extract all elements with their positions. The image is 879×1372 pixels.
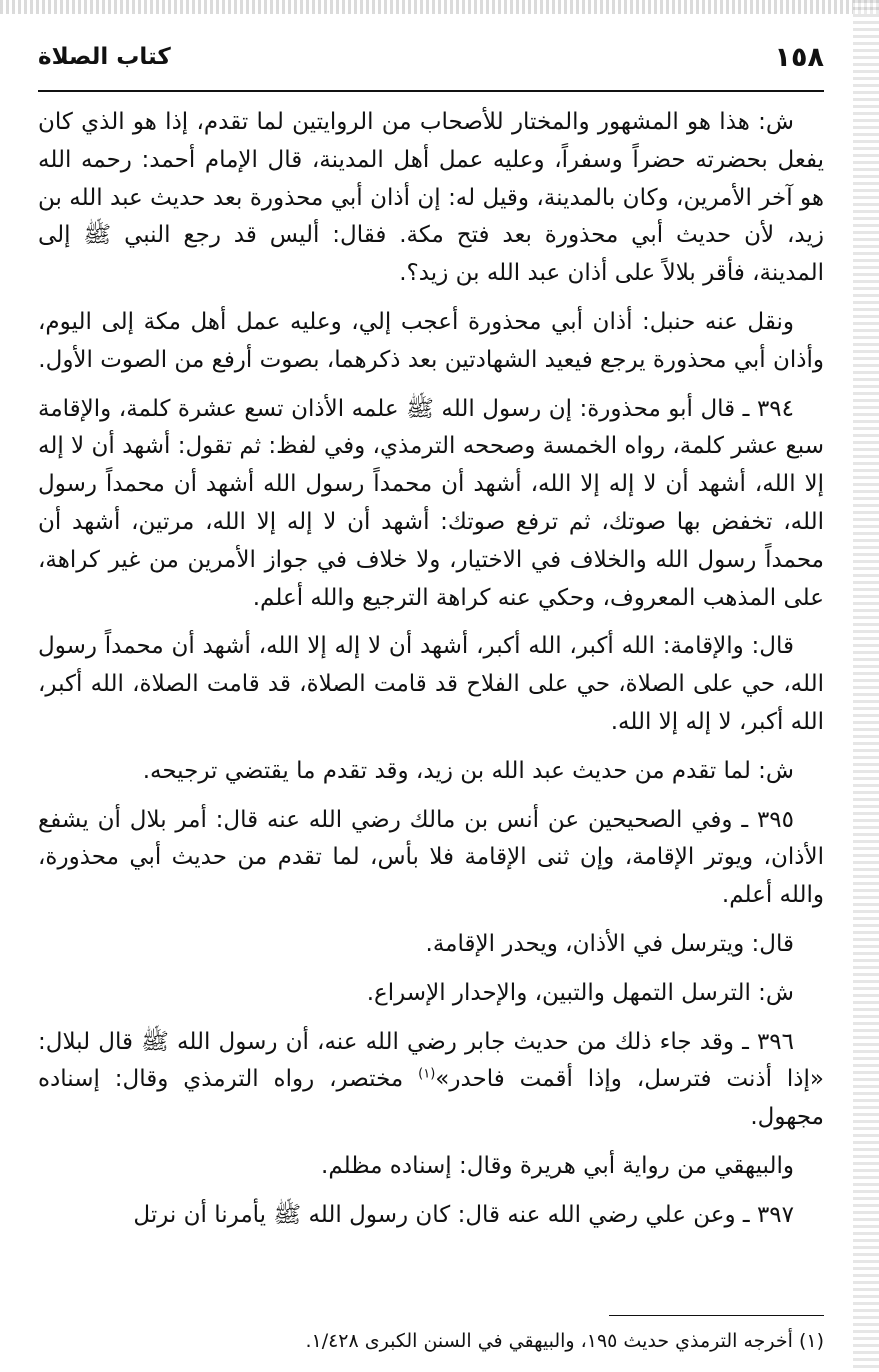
paragraph-bayhaqi: والبيهقي من رواية أبي هريرة وقال: إسناده مظلم.	[321, 1152, 794, 1179]
paragraph-iqama: قال: والإقامة: الله أكبر، الله أكبر، أشهد أن لا إله إلا الله، أشهد أن محمداً رسول الله، حي على الصلاة، حي على الفلاح قد قامت الصلاة، قد قامت الصلاة، الله أكبر، الله أكبر، لا إله إلا الله.	[38, 633, 824, 735]
footnote-divider	[609, 1315, 824, 1316]
paragraph-commentary-1: ش: هذا هو المشهور والمختار للأصحاب من الروايتين لما تقدم، إذا هو الذي كان يفعل بحضرته حضراً وسفراً، وعليه عمل أهل المدينة، قال الإمام أحمد: رحمه الله هو آخر الأمرين، وكان بالمدينة، وقيل له: إن أذان أبي محذورة بعد حديث عبد الله بن زيد، لأن حديث أبي محذورة بعد فتح مكة. فقال: أليس قد رجع النبي ﷺ إلى المدينة، فأقر بلالاً على أذان عبد الله بن زيد؟.	[38, 109, 824, 287]
page-number: ١٥٨	[774, 42, 824, 73]
body-text	[38, 104, 824, 1246]
running-title: كتاب الصلاة	[38, 44, 171, 70]
footnote-marker: (١)	[418, 1066, 436, 1082]
paragraph-394: ٣٩٤ ـ قال أبو محذورة: إن رسول الله ﷺ علمه الأذان تسع عشرة كلمة، والإقامة سبع عشر كلمة، رواه الخمسة وصححه الترمذي، وفي لفظ: ثم تقول: أشهد أن لا إله إلا الله، أشهد أن لا إله إلا الله، أشهد أن محمداً رسول الله أشهد أن محمداً رسول الله، تخفض بها صوتك، ثم ترفع صوتك: أشهد أن لا إله إلا الله، مرتين، أشهد أن محمداً رسول الله والخلاف في الاختيار، ولا خلاف في جواز الأمرين من غير كراهة، على المذهب المعروف، وحكي عنه كراهة الترجيع والله أعلم.	[38, 395, 824, 611]
paragraph-commentary-3: ش: الترسل التمهل والتبين، والإحدار الإسراع.	[366, 979, 794, 1006]
paragraph-396	[38, 1024, 824, 1137]
page-header	[38, 38, 824, 92]
paragraph-hanbal: ونقل عنه حنبل: أذان أبي محذورة أعجب إلي، وعليه عمل أهل مكة إلى اليوم، وأذان أبي محذورة يرجع فيعيد الشهادتين بعد ذكرهما، بصوت أرفع من الصوت الأول.	[38, 308, 824, 373]
paragraph-395: ٣٩٥ ـ وفي الصحيحين عن أنس بن مالك رضي الله عنه قال: أمر بلال أن يشفع الأذان، ويوتر الإقامة، وإن ثنى الإقامة فلا بأس، لما تقدم من حديث أبي محذورة، والله أعلم.	[38, 806, 824, 909]
paragraph-commentary-2: ش: لما تقدم من حديث عبد الله بن زيد، وقد تقدم ما يقتضي ترجيحه.	[142, 757, 794, 784]
paragraph-396-tail: مختصر، رواه الترمذي وقال: إسناده مجهول.	[38, 1066, 824, 1131]
top-decorative-border	[0, 0, 879, 14]
book-page	[38, 20, 824, 1360]
right-decorative-border	[853, 0, 879, 1372]
footnote: (١) أخرجه الترمذي حديث ١٩٥، والبيهقي في السنن الكبرى ١/٤٢٨.	[305, 1330, 824, 1352]
paragraph-396-text: ٣٩٦ ـ وقد جاء ذلك من حديث جابر رضي الله عنه، أن رسول الله ﷺ قال لبلال: «إذا أذنت فترسل، وإذا أقمت فاحدر»	[38, 1028, 824, 1093]
paragraph-397: ٣٩٧ ـ وعن علي رضي الله عنه قال: كان رسول الله ﷺ يأمرنا أن نرتل	[133, 1201, 794, 1228]
paragraph-tarassul: قال: ويترسل في الأذان، ويحدر الإقامة.	[425, 930, 794, 957]
